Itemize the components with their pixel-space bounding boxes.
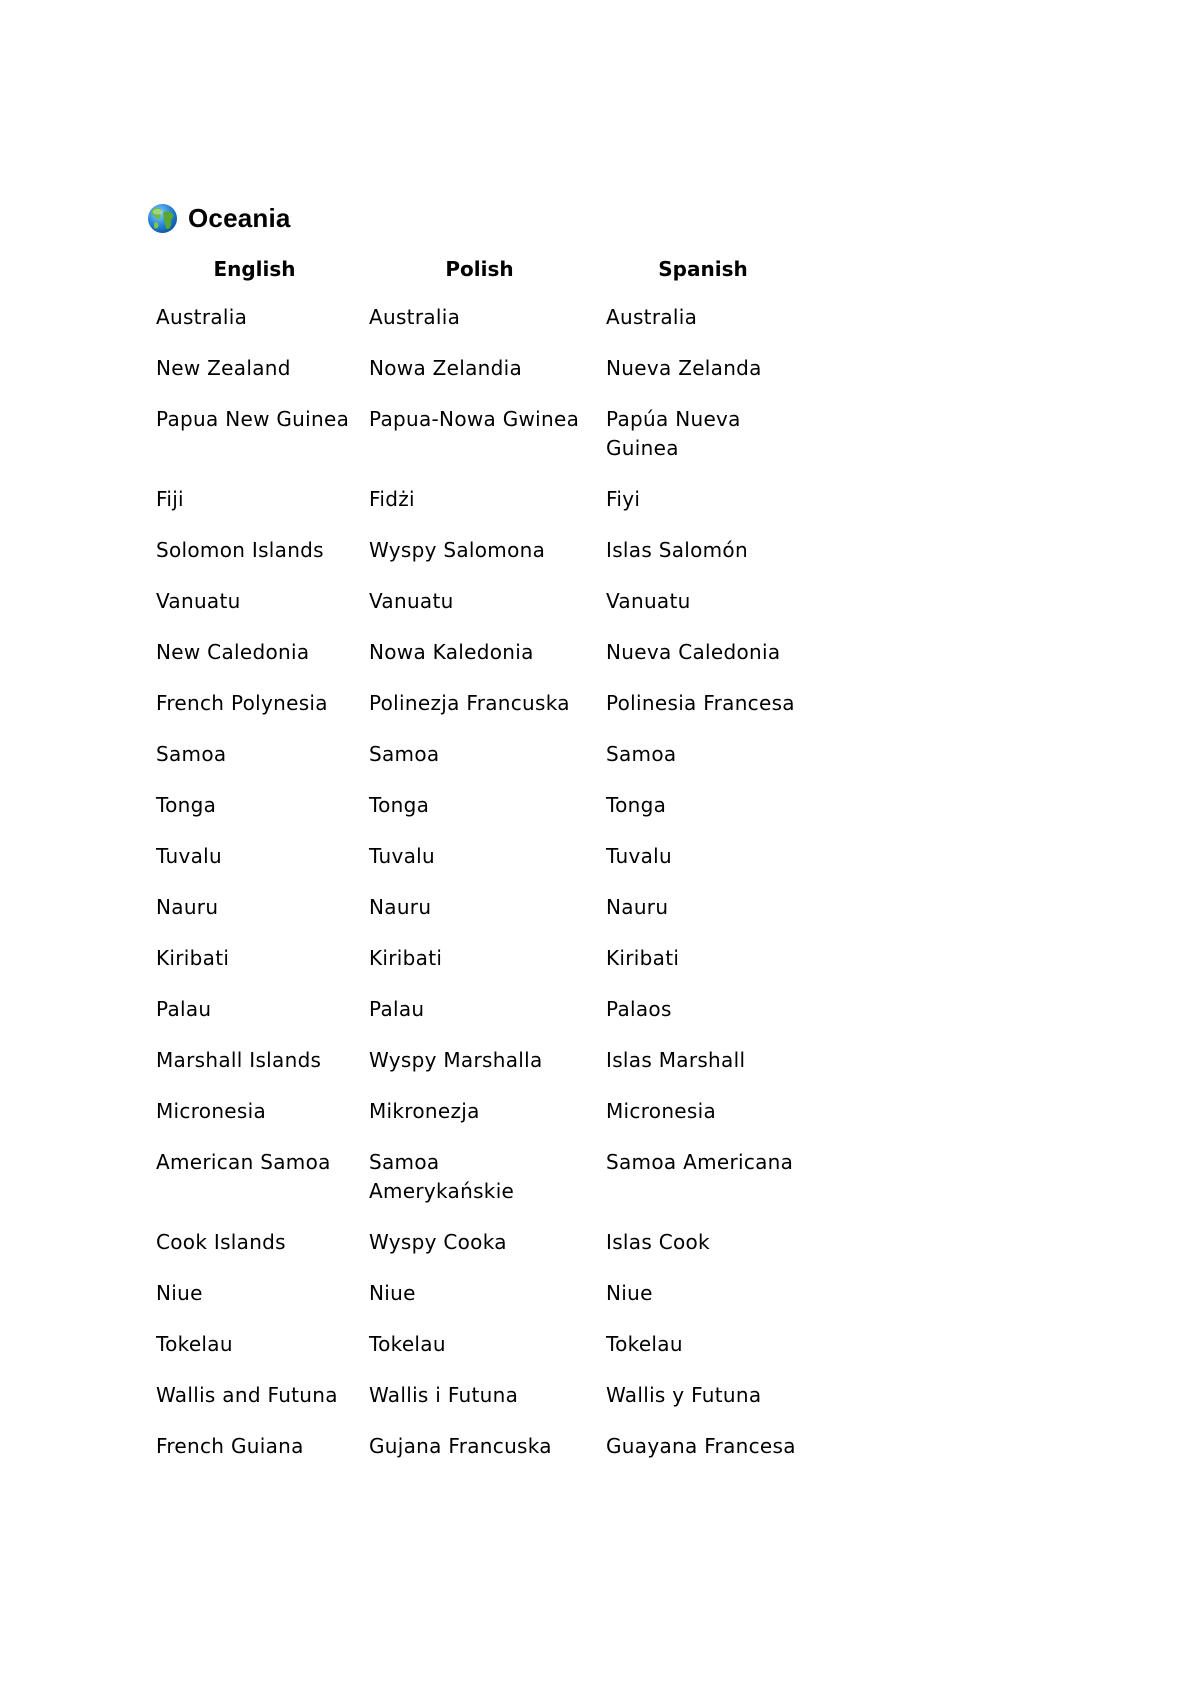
cell-polish: Wyspy Marshalla <box>369 1048 543 1072</box>
table-row <box>148 882 808 933</box>
cell-spanish: Islas Cook <box>606 1230 710 1254</box>
table-row <box>148 525 808 576</box>
cell-polish: Polinezja Francuska <box>369 691 570 715</box>
cell-polish: Samoa Amerykańskie <box>369 1150 515 1203</box>
cell-spanish: Samoa Americana <box>606 1150 794 1174</box>
table-row <box>148 1137 808 1217</box>
cell-spanish: Polinesia Francesa <box>606 691 795 715</box>
table-row <box>148 1421 808 1472</box>
cell-polish: Tonga <box>369 793 430 817</box>
cell-spanish: Nauru <box>606 895 669 919</box>
cell-english: Vanuatu <box>156 589 241 613</box>
cell-spanish: Wallis y Futuna <box>606 1383 762 1407</box>
column-header-spanish: Spanish <box>658 257 748 281</box>
cell-english: American Samoa <box>156 1150 331 1174</box>
table-row <box>148 831 808 882</box>
cell-english: Solomon Islands <box>156 538 324 562</box>
cell-spanish: Tuvalu <box>606 844 672 868</box>
cell-spanish: Islas Marshall <box>606 1048 746 1072</box>
table-row <box>148 780 808 831</box>
table-row <box>148 1035 808 1086</box>
cell-polish: Nowa Zelandia <box>369 356 523 380</box>
table-row <box>148 1319 808 1370</box>
cell-spanish: Vanuatu <box>606 589 691 613</box>
cell-english: Wallis and Futuna <box>156 1383 338 1407</box>
cell-polish: Niue <box>369 1281 416 1305</box>
table-row <box>148 1370 808 1421</box>
table-row <box>148 984 808 1035</box>
cell-spanish: Kiribati <box>606 946 680 970</box>
cell-english: Tuvalu <box>156 844 222 868</box>
cell-polish: Mikronezja <box>369 1099 480 1123</box>
cell-english: Niue <box>156 1281 203 1305</box>
translation-table <box>148 245 808 1472</box>
cell-english: Tonga <box>156 793 217 817</box>
column-header-polish: Polish <box>445 257 514 281</box>
cell-polish: Wyspy Salomona <box>369 538 546 562</box>
table-row <box>148 1217 808 1268</box>
cell-english: Nauru <box>156 895 219 919</box>
cell-english: Fiji <box>156 487 184 511</box>
cell-english: Marshall Islands <box>156 1048 322 1072</box>
table-row <box>148 1086 808 1137</box>
cell-english: Palau <box>156 997 212 1021</box>
table-row <box>148 394 808 474</box>
cell-spanish: Nueva Caledonia <box>606 640 781 664</box>
cell-spanish: Fiyi <box>606 487 641 511</box>
table-row <box>148 474 808 525</box>
cell-spanish: Islas Salomón <box>606 538 748 562</box>
cell-spanish: Australia <box>606 305 698 329</box>
cell-spanish: Samoa <box>606 742 677 766</box>
cell-polish: Nowa Kaledonia <box>369 640 534 664</box>
cell-spanish: Papúa Nueva Guinea <box>606 407 741 460</box>
cell-english: Cook Islands <box>156 1230 286 1254</box>
cell-english: French Polynesia <box>156 691 328 715</box>
cell-spanish: Guayana Francesa <box>606 1434 796 1458</box>
cell-spanish: Palaos <box>606 997 672 1021</box>
table-row <box>148 1268 808 1319</box>
section-title: Oceania <box>188 202 291 233</box>
table-header-row <box>148 245 808 292</box>
cell-polish: Papua-Nowa Gwinea <box>369 407 580 431</box>
cell-polish: Tokelau <box>369 1332 446 1356</box>
cell-spanish: Tokelau <box>606 1332 683 1356</box>
table-row <box>148 343 808 394</box>
cell-english: Micronesia <box>156 1099 267 1123</box>
cell-polish: Palau <box>369 997 425 1021</box>
cell-spanish: Nueva Zelanda <box>606 356 762 380</box>
cell-english: Samoa <box>156 742 227 766</box>
table-row <box>148 576 808 627</box>
cell-english: Tokelau <box>156 1332 233 1356</box>
globe-icon <box>147 203 178 234</box>
cell-spanish: Micronesia <box>606 1099 717 1123</box>
section-heading <box>147 200 291 236</box>
cell-polish: Wallis i Futuna <box>369 1383 519 1407</box>
cell-spanish: Tonga <box>606 793 667 817</box>
column-header-english: English <box>213 257 296 281</box>
cell-polish: Samoa <box>369 742 440 766</box>
cell-polish: Nauru <box>369 895 432 919</box>
cell-polish: Vanuatu <box>369 589 454 613</box>
cell-polish: Tuvalu <box>369 844 435 868</box>
cell-english: New Caledonia <box>156 640 310 664</box>
cell-polish: Kiribati <box>369 946 443 970</box>
cell-polish: Gujana Francuska <box>369 1434 552 1458</box>
cell-english: New Zealand <box>156 356 291 380</box>
table-row <box>148 627 808 678</box>
cell-english: Kiribati <box>156 946 230 970</box>
table-row <box>148 678 808 729</box>
cell-polish: Australia <box>369 305 461 329</box>
table-row <box>148 729 808 780</box>
cell-english: Papua New Guinea <box>156 407 350 431</box>
cell-english: Australia <box>156 305 248 329</box>
table-row <box>148 933 808 984</box>
cell-spanish: Niue <box>606 1281 653 1305</box>
cell-polish: Wyspy Cooka <box>369 1230 507 1254</box>
table-row <box>148 292 808 343</box>
cell-english: French Guiana <box>156 1434 304 1458</box>
cell-polish: Fidżi <box>369 487 415 511</box>
